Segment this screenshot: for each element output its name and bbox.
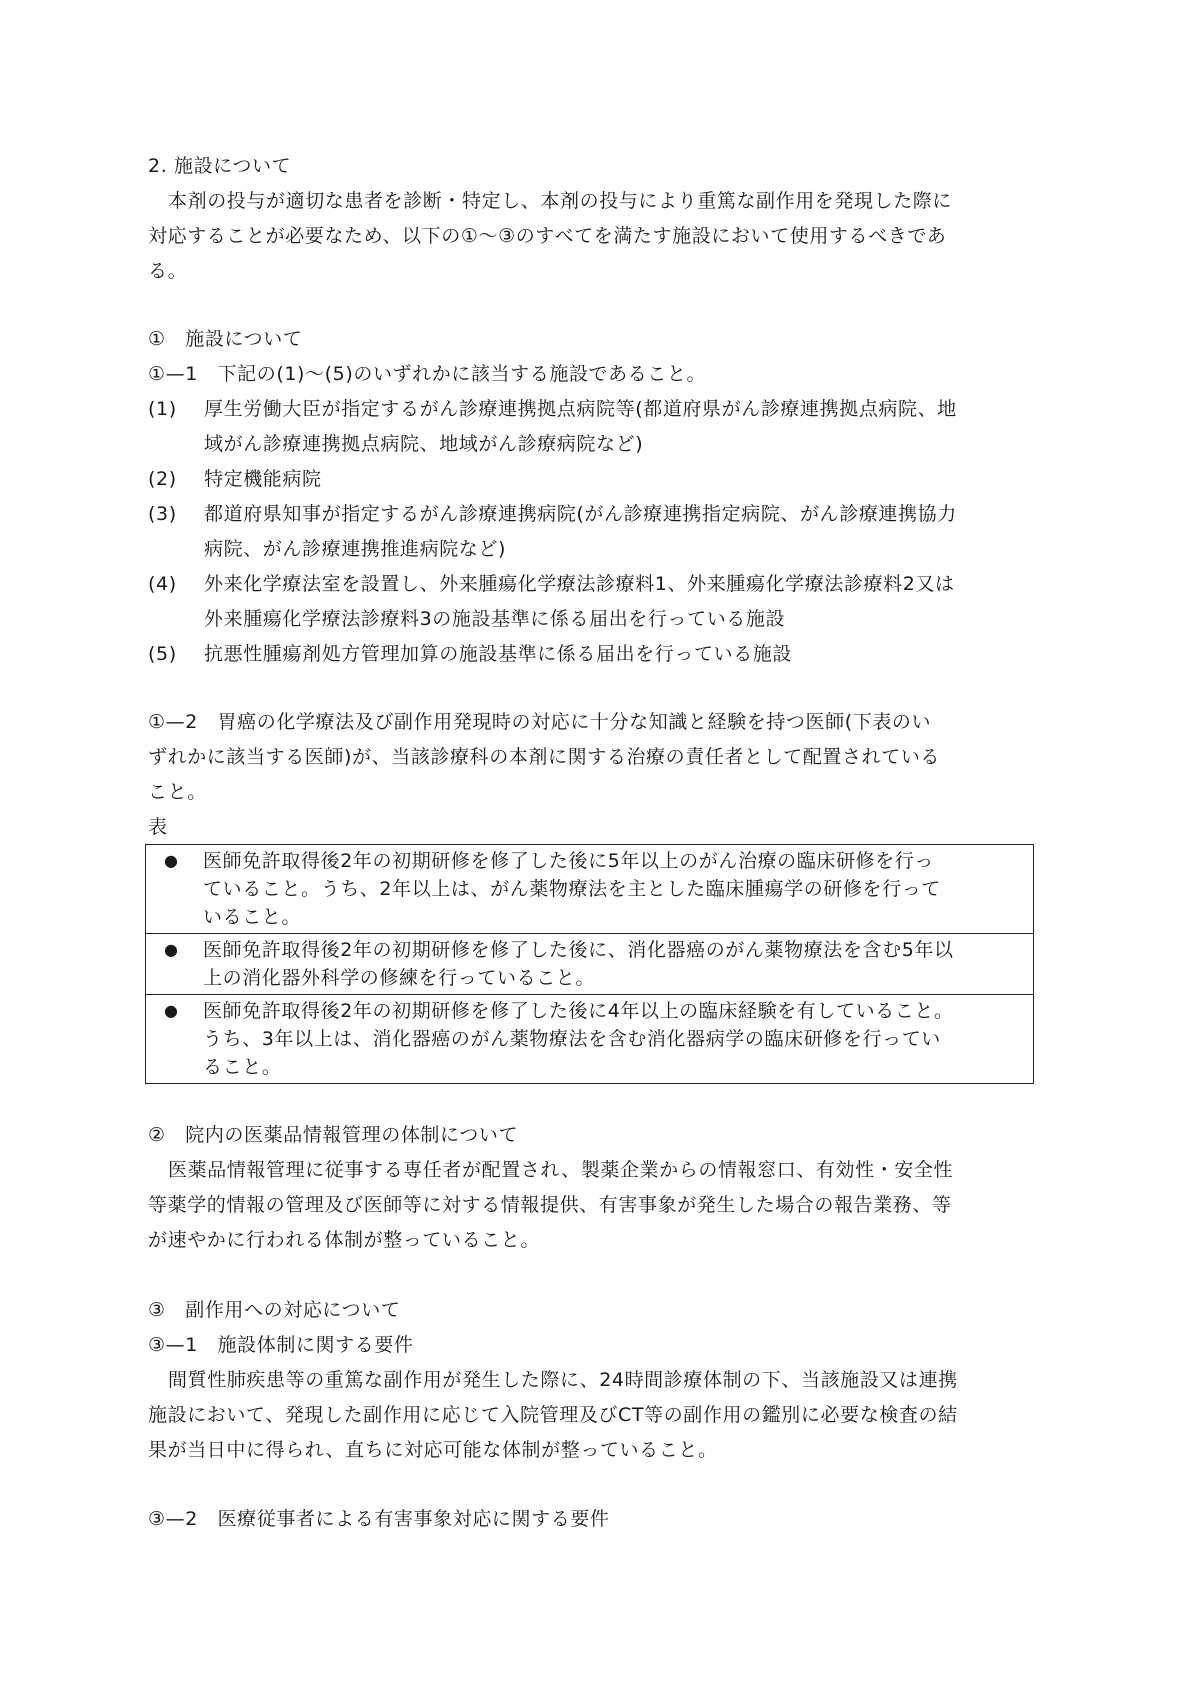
subsection-3-2-title: ③—2 医療従事者による有害事象対応に関する要件: [148, 1508, 610, 1530]
facility-item-line: 特定機能病院: [204, 468, 322, 490]
facility-item-line: 抗悪性腫瘍剤処方管理加算の施設基準に係る届出を行っている施設: [204, 643, 793, 665]
table-row: [146, 994, 1033, 1083]
intro-line: る。: [148, 260, 188, 282]
subsection-2-title: ② 院内の医薬品情報管理の体制について: [148, 1124, 519, 1146]
subsection-1-heading: [148, 322, 1038, 392]
subsection-2: [148, 1118, 1038, 1258]
facility-item-line: 外来腫瘍化学療法診療料3の施設基準に係る届出を行っている施設: [204, 608, 786, 630]
subsection-3-1-line: 果が当日中に得られ、直ちに対応可能な体制が整っていること。: [148, 1439, 718, 1461]
facility-item-line: 厚生労働大臣が指定するがん診療連携拠点病院等(都道府県がん診療連携拠点病院、地: [204, 398, 957, 420]
facility-item-number: (4): [148, 573, 177, 595]
table-row-line: 上の消化器外科学の修練を行っていること。: [203, 967, 596, 989]
facility-item-line: 都道府県知事が指定するがん診療連携病院(がん診療連携指定病院、がん診療連携協力: [204, 503, 957, 525]
subsection-3: [148, 1293, 1038, 1468]
bullet-icon: ●: [164, 1001, 179, 1020]
table-row-line: いること。: [203, 906, 302, 928]
facility-item-line: 病院、がん診療連携推進病院など): [204, 538, 507, 560]
facility-item: [148, 392, 1038, 462]
table-row-line: 医師免許取得後2年の初期研修を修了した後に、消化器癌のがん薬物療法を含む5年以: [203, 939, 954, 961]
subsection-2-line: が速やかに行われる体制が整っていること。: [148, 1229, 541, 1251]
facility-item-number: (2): [148, 468, 177, 490]
table-row: [146, 933, 1033, 994]
table-label: [148, 812, 1038, 842]
table-row-line: うち、3年以上は、消化器癌のがん薬物療法を含む消化器病学の臨床研修を行ってい: [203, 1028, 941, 1050]
subsection-1-title: ① 施設について: [148, 328, 303, 350]
bullet-icon: ●: [164, 940, 179, 959]
facility-item: [148, 567, 1038, 637]
subsection-1-2-paragraph: [148, 705, 1038, 810]
facility-item-number: (1): [148, 398, 177, 420]
section-title-text: 2. 施設について: [148, 155, 292, 177]
table-label-text: 表: [148, 816, 168, 838]
subsection-3-1-title: ③—1 施設体制に関する要件: [148, 1334, 414, 1356]
facility-item: [148, 637, 1038, 672]
intro-line: 本剤の投与が適切な患者を診断・特定し、本剤の投与により重篤な副作用を発現した際に: [168, 190, 953, 212]
subsection-2-line: 医薬品情報管理に従事する専任者が配置され、製薬企業からの情報窓口、有効性・安全性: [168, 1159, 954, 1181]
facility-item-number: (5): [148, 643, 177, 665]
subsection-3-1-line: 間質性肺疾患等の重篤な副作用が発生した際に、24時間診療体制の下、当該施設又は連携: [168, 1369, 958, 1391]
subsection-1-2-line: ずれかに該当する医師)が、当該診療科の本剤に関する治療の責任者として配置されている: [148, 746, 941, 768]
subsection-3-2: [148, 1502, 1038, 1537]
table-row-line: 医師免許取得後2年の初期研修を修了した後に5年以上のがん治療の臨床研修を行っ: [203, 850, 934, 872]
facility-item-number: (3): [148, 503, 177, 525]
facility-item: [148, 497, 1038, 567]
bullet-icon: ●: [164, 851, 179, 870]
subsection-3-1-line: 施設において、発現した副作用に応じて入院管理及びCT等の副作用の鑑別に必要な検査の結: [148, 1404, 958, 1426]
intro-line: 対応することが必要なため、以下の①～③のすべてを満たす施設において使用するべきであ: [148, 225, 947, 247]
physician-requirements-table: [145, 844, 1034, 1084]
subsection-2-line: 等薬学的情報の管理及び医師等に対する情報提供、有害事象が発生した場合の報告業務、等: [148, 1194, 952, 1216]
table-row: [146, 845, 1033, 933]
facility-item: [148, 462, 1038, 497]
subsection-1-2-line: ①—2 胃癌の化学療法及び副作用発現時の対応に十分な知識と経験を持つ医師(下表のい: [148, 711, 932, 733]
table-row-line: 医師免許取得後2年の初期研修を修了した後に4年以上の臨床経験を有していること。: [203, 1000, 954, 1022]
table-row-line: ること。: [203, 1056, 282, 1078]
subsection-1-2-line: こと。: [148, 781, 207, 803]
facility-item-line: 域がん診療連携拠点病院、地域がん診療病院など): [204, 433, 644, 455]
section-title: [148, 149, 1038, 184]
subsection-3-title: ③ 副作用への対応について: [148, 1299, 401, 1321]
subsection-1-1-title: ①—1 下記の(1)～(5)のいずれかに該当する施設であること。: [148, 363, 707, 385]
intro-paragraph: [148, 184, 1038, 289]
facility-item-line: 外来化学療法室を設置し、外来腫瘍化学療法診療料1、外来腫瘍化学療法診療料2又は: [204, 573, 955, 595]
table-row-line: ていること。うち、2年以上は、がん薬物療法を主とした臨床腫瘍学の研修を行って: [203, 878, 941, 900]
